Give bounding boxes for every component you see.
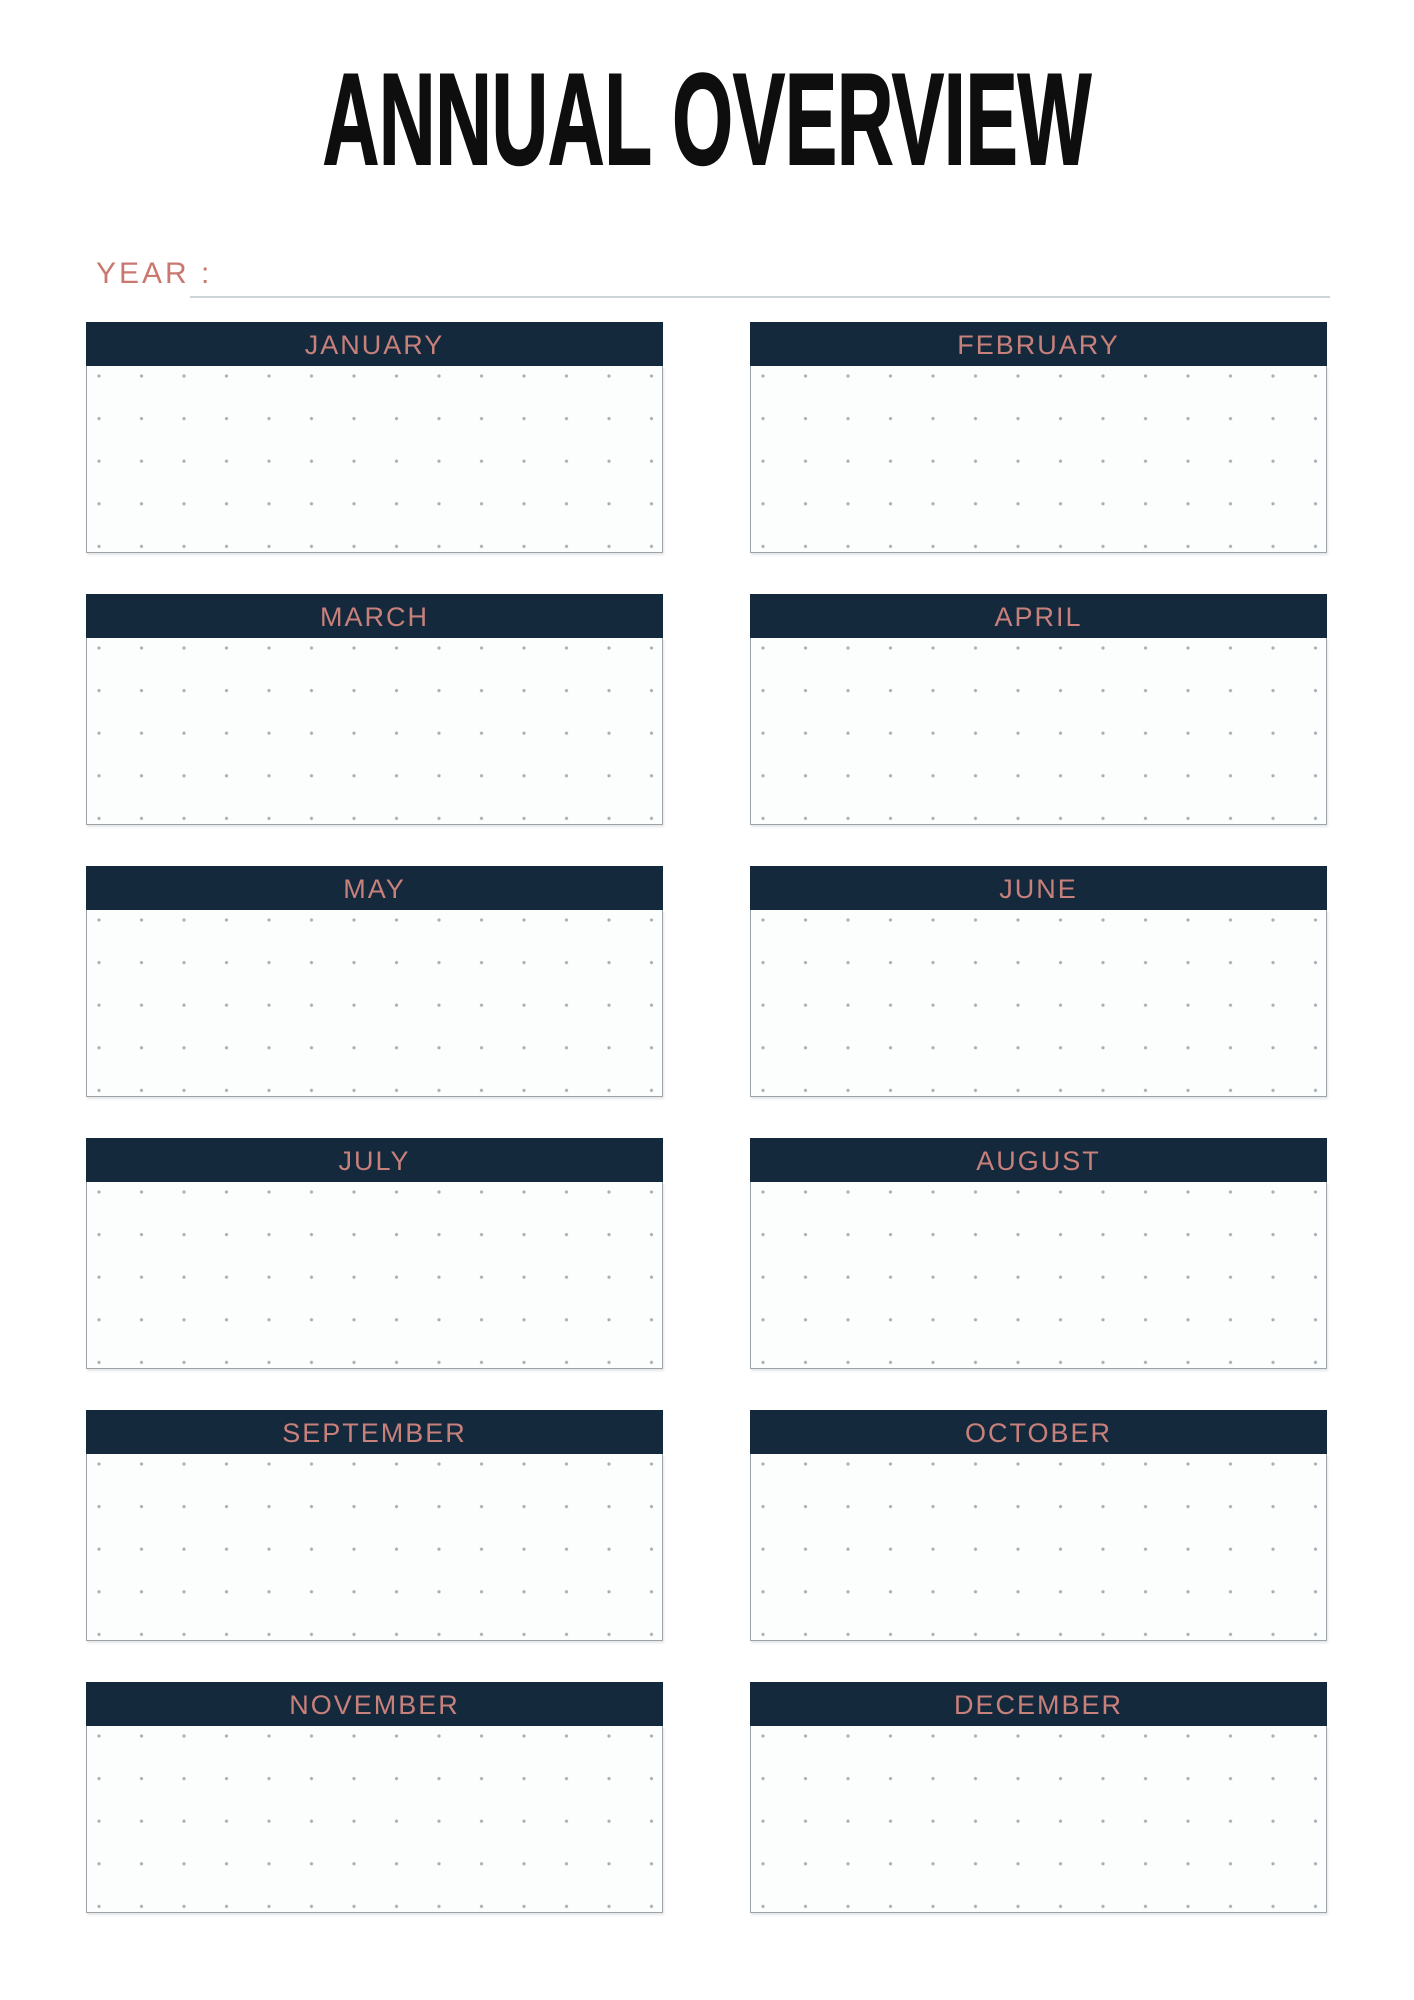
month-card-may xyxy=(86,866,663,1097)
month-label: MAY xyxy=(343,873,406,904)
month-card-february xyxy=(750,322,1327,553)
year-label: YEAR : xyxy=(96,257,213,290)
month-label: AUGUST xyxy=(976,1145,1101,1176)
year-input-line[interactable] xyxy=(190,280,1330,298)
month-header-march xyxy=(86,594,663,638)
month-card-april xyxy=(750,594,1327,825)
month-header-may xyxy=(86,866,663,910)
month-notes-area-january[interactable] xyxy=(86,366,663,553)
month-label: JANUARY xyxy=(304,329,445,360)
month-header-july xyxy=(86,1138,663,1182)
page-title: ANNUAL OVERVIEW xyxy=(322,46,1092,192)
month-label: JUNE xyxy=(999,873,1078,904)
month-header-november xyxy=(86,1682,663,1726)
month-label: JULY xyxy=(338,1145,411,1176)
month-header-february xyxy=(750,322,1327,366)
month-header-september xyxy=(86,1410,663,1454)
month-header-august xyxy=(750,1138,1327,1182)
month-label: DECEMBER xyxy=(953,1689,1124,1720)
month-header-january xyxy=(86,322,663,366)
month-label: NOVEMBER xyxy=(289,1689,460,1720)
month-notes-area-may[interactable] xyxy=(86,910,663,1097)
month-notes-area-november[interactable] xyxy=(86,1726,663,1913)
month-header-april xyxy=(750,594,1327,638)
month-notes-area-june[interactable] xyxy=(750,910,1327,1097)
month-card-june xyxy=(750,866,1327,1097)
month-notes-area-february[interactable] xyxy=(750,366,1327,553)
month-header-october xyxy=(750,1410,1327,1454)
month-card-january xyxy=(86,322,663,553)
month-notes-area-september[interactable] xyxy=(86,1454,663,1641)
month-notes-area-march[interactable] xyxy=(86,638,663,825)
month-notes-area-august[interactable] xyxy=(750,1182,1327,1369)
month-notes-area-october[interactable] xyxy=(750,1454,1327,1641)
month-notes-area-april[interactable] xyxy=(750,638,1327,825)
month-card-november xyxy=(86,1682,663,1913)
month-card-october xyxy=(750,1410,1327,1641)
month-header-june xyxy=(750,866,1327,910)
month-card-december xyxy=(750,1682,1327,1913)
month-label: MARCH xyxy=(320,601,429,632)
month-card-july xyxy=(86,1138,663,1369)
month-label: FEBRUARY xyxy=(957,329,1120,360)
month-notes-area-july[interactable] xyxy=(86,1182,663,1369)
month-card-september xyxy=(86,1410,663,1641)
month-notes-area-december[interactable] xyxy=(750,1726,1327,1913)
months-grid xyxy=(86,322,1327,1913)
month-label: APRIL xyxy=(994,601,1083,632)
month-label: OCTOBER xyxy=(964,1417,1113,1448)
month-header-december xyxy=(750,1682,1327,1726)
month-card-august xyxy=(750,1138,1327,1369)
month-card-march xyxy=(86,594,663,825)
month-label: SEPTEMBER xyxy=(282,1417,467,1448)
